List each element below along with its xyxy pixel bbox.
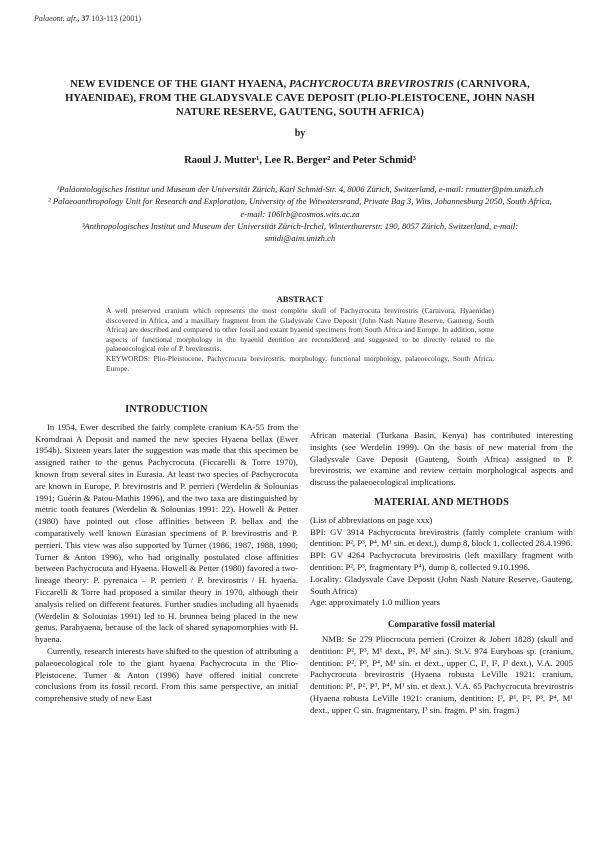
- abstract-heading: ABSTRACT: [276, 294, 324, 304]
- right-column: [310, 430, 573, 717]
- journal-citation: [34, 14, 141, 23]
- keywords: KEYWORDS: Plio-Pleistocene, Pachycrocuta brevirostris, morphology, functional morphology, palaeoecology, South Africa, Europe.: [106, 354, 494, 373]
- materials-line: (List of abbreviations on page xxx): [310, 514, 433, 525]
- title-part2: (CARNIVORA, HYAENIDAE), FROM THE GLADYSVALE CAVE DEPOSIT (PLIO-PLEISTOCENE, JOHN NASH NATURE RESERVE, GAUTENG, SOUTH AFRICA): [65, 79, 535, 118]
- left-column: [35, 404, 298, 705]
- by-line: by: [294, 128, 306, 139]
- journal-pages: 103-113 (2001): [91, 14, 142, 23]
- materials-heading: MATERIAL AND METHODS: [374, 496, 509, 508]
- intro-paragraph-3: African material (Turkana Basin, Kenya) has contributed interesting insights (see Werdelin 1999). On the basis of new material from the Gladysvale Cave Deposit (Gauteng, South Africa) assigned to P. brevirostris, we examine and review certain morphological aspects and discuss the palaeoecological implications.: [310, 430, 573, 488]
- materials-line: Locality: Gladysvale Cave Deposit (John Nash Nature Reserve, Gauteng, South Africa): [310, 573, 573, 596]
- affiliation-3: ³Anthropologisches Institut und Museum der Universität Zürich-Irchel, Winterthurerstr. 190, 8057 Zürich, Switzerland, e-mail: smidi@aim.unizh.ch: [81, 220, 519, 244]
- title-part1: NEW EVIDENCE OF THE GIANT HYAENA,: [70, 79, 290, 90]
- journal-volume: 37: [81, 14, 90, 23]
- paper-title: [48, 78, 552, 120]
- comparative-text: NMB: Se 279 Pliocrocuta perrieri (Croizet & Jobert 1828) (skull and dentition: P², P³, M¹ dext., P², M¹ sin.). St.V. 974 Euryboas sp. (cranium, dentition: P², P³, P⁴, M¹ sin. et dext., upper C, I¹, I², I³ dext.), V.A. 2005 Pachycrocuta brevirostris (Hyaena robusta LeVille 1921: cranium, dentition: P¹, P², P³, P⁴, M¹ sin. et dext.). V.A. 65 Pachycrocuta brevirostris (Hyaena robusta LeVille 1921: cranium, dentition: I³, P¹, P², P³, P⁴, M¹ dext., upper C sin. fragmentary, I³ sin. fragm. P¹ sin. fragm.): [310, 633, 573, 715]
- title-italic: PACHYCROCUTA BREVIROSTRIS: [289, 79, 455, 90]
- materials-line: BPI: GV 3914 Pachycrocuta brevirostris (fairly complete cranium with dentition: P², P³, P⁴, M¹ sin. et dext.), dump 8, block 1, collected 28.4.1996.: [310, 526, 573, 549]
- introduction-heading: INTRODUCTION: [125, 404, 208, 415]
- intro-paragraph-2: Currently, research interests have shifted to the question of attributing a palaeoecological role to the giant hyaena Pachycrocuta in the Plio-Pleistocene. Turner & Anton (1996) have offered initial concrete conclusions from its fossil record. From this same perspective, an initial comprehensive study of new East: [35, 645, 298, 704]
- materials-line: Age: approximately 1.0 million years: [310, 597, 441, 608]
- affiliation-2: ² Palaeoanthropology Unit for Research and Exploration, University of the Witwatersrand, Private Bag 3, Wits, Johannesburg 2050, South Africa, e-mail: 106lrb@cosmos.wits.ac.za: [48, 196, 552, 219]
- journal-name: Palaeont. afr.,: [34, 14, 80, 23]
- abstract-text: A well preserved cranium which represents the most complete skull of Pachycrocuta brevirostris (Carnivora, Hyaenidae) discovered in Africa, and a maxillary fragment from the Gladysvale Cave Deposit (John Nash Nature Reserve, Gauteng, South Africa) are described and compared to other fossil and extant hyaenid specimens from South Africa and Europe. In addition, some aspects of functional morphology in the hyaenid dentition are reconsidered and suggested to be directly related to the palaeoecological role of P. brevirostris.: [106, 306, 494, 354]
- materials-line: BPI: GV 4264 Pachycrocuta brevirostris (left maxillary fragment with dentition: P², P³, fragmentary P⁴), dump 8, collected 9.10.1996.: [310, 550, 573, 572]
- authors: Raoul J. Mutter¹, Lee R. Berger² and Peter Schmid³: [184, 155, 416, 166]
- intro-paragraph-1: In 1954, Ewer described the fairly complete cranium KA-55 from the Kromdraai A Deposit and named the new species Hyaena bellax (Ewer 1954b). Sixteen years later the suggestion was made that this specimen be assigned rather to the genus Pachycrocuta (Ficcarelli & Torre 1970), known from several sites in Eurasia. At least two species of Pachycrocuta are known in Europe, P. brevirostris and P. perrieri (Werdelin & Solounias 1991; Guérin & Patou-Mathis 1996), and the two taxa are distinguished by metric tooth features (Werdelin & Solounias 1991: 22). Howell & Petter (1980) have pointed out close affinities between P. bellax and the comparatively well known Eurasian specimens of P. brevirostris and P. perrieri. This view was also supported by Turner (1986, 1987, 1988, 1990; Turner & Anton 1996), who had originally postulated close affinities between Pachycrocuta and Hyaena. Howell & Petter (1980) favored a two-lineage theory: P. pyrenaica – P. perrieri / P. brevirostris / H. hyaena. Ficcarelli & Torre had proposed a similar theory in 1970, although their analysis relied on different features. Further studies including all hyaenids (Werdelin & Solounias 1991) led to H. brunnea being placed in the new genus, Parahyaena, because of the lack of shared synapomorphies with H. hyaena.: [35, 421, 298, 645]
- affiliation-1: ¹Paläontologisches Institut und Museum der Universität Zürich, Karl Schmid-Str. 4, 8006 Zürich, Switzerland, e-mail: rmutter@pim.unizh.ch: [56, 184, 544, 194]
- affiliations: [46, 183, 554, 244]
- comparative-heading: Comparative fossil material: [388, 619, 495, 630]
